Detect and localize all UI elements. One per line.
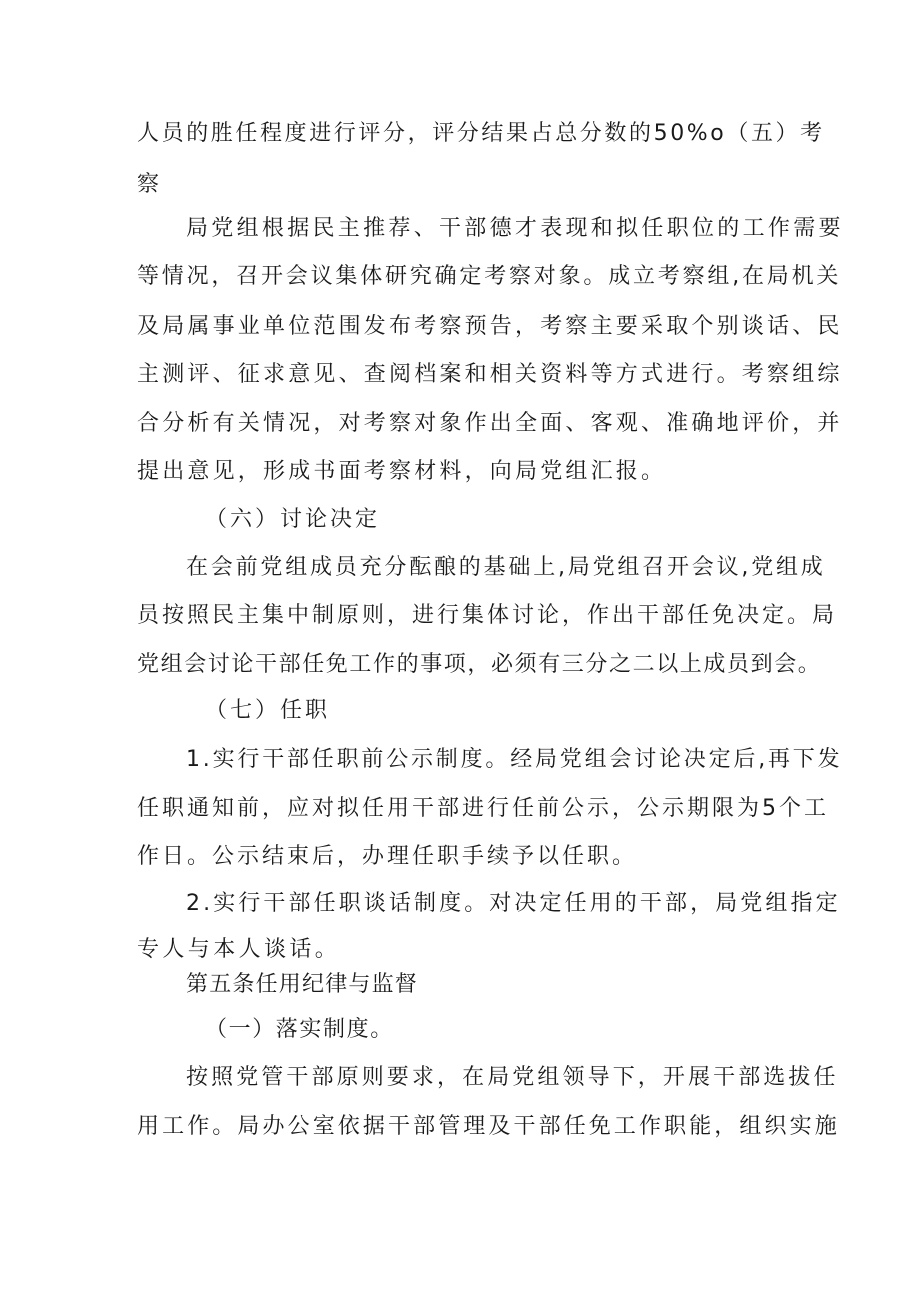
paragraph-line: 用工作。局办公室依据干部管理及干部任免工作职能，组织实施	[137, 1114, 840, 1139]
paragraph-line: 及局属事业单位范围发布考察预告，考察主要采取个别谈话、民	[137, 314, 843, 339]
paragraph-line: 提出意见，形成书面考察材料，向局党组汇报。	[137, 459, 667, 484]
paragraph-line: 察	[137, 172, 163, 197]
section-heading: （一）落实制度。	[205, 1017, 394, 1042]
paragraph-line: 在会前党组成员充分酝酿的基础上,局党组召开会议,党组成	[186, 555, 826, 580]
paragraph-line: 等情况，召开会议集体研究确定考察对象。成立考察组,在局机关	[137, 264, 842, 289]
paragraph-line: 按照党管干部原则要求，在局党组领导下，开展干部选拔任	[186, 1065, 839, 1090]
paragraph-line: 作日。公示结束后，办理任职手续予以任职。	[137, 844, 638, 869]
section-heading: （六）讨论决定	[205, 507, 381, 532]
paragraph-line: 2.实行干部任职谈话制度。对决定任用的干部，局党组指定	[186, 891, 841, 916]
paragraph-line: 专人与本人谈话。	[137, 937, 341, 962]
paragraph-line: 主测评、征求意见、查阅档案和相关资料等方式进行。考察组综	[137, 362, 843, 387]
paragraph-line: 任职通知前，应对拟任用干部进行任前公示，公示期限为5个工	[137, 796, 829, 821]
section-heading: （七）任职	[205, 698, 331, 723]
paragraph-line: 人员的胜任程度进行评分，评分结果占总分数的50%o（五）考	[137, 121, 825, 146]
paragraph-line: 党组会讨论干部任免工作的事项，必须有三分之二以上成员到会。	[137, 652, 822, 677]
article-heading: 第五条任用纪律与监督	[186, 972, 419, 997]
paragraph-line: 1.实行干部任职前公示制度。经局党组会讨论决定后,再下发	[186, 747, 843, 772]
paragraph-line: 局党组根据民主推荐、干部德才表现和拟任职位的工作需要	[186, 216, 844, 241]
paragraph-line: 员按照民主集中制原则，进行集体讨论，作出干部任免决定。局	[137, 603, 838, 628]
paragraph-line: 合分析有关情况，对考察对象作出全面、客观、准确地评价，并	[137, 411, 843, 436]
